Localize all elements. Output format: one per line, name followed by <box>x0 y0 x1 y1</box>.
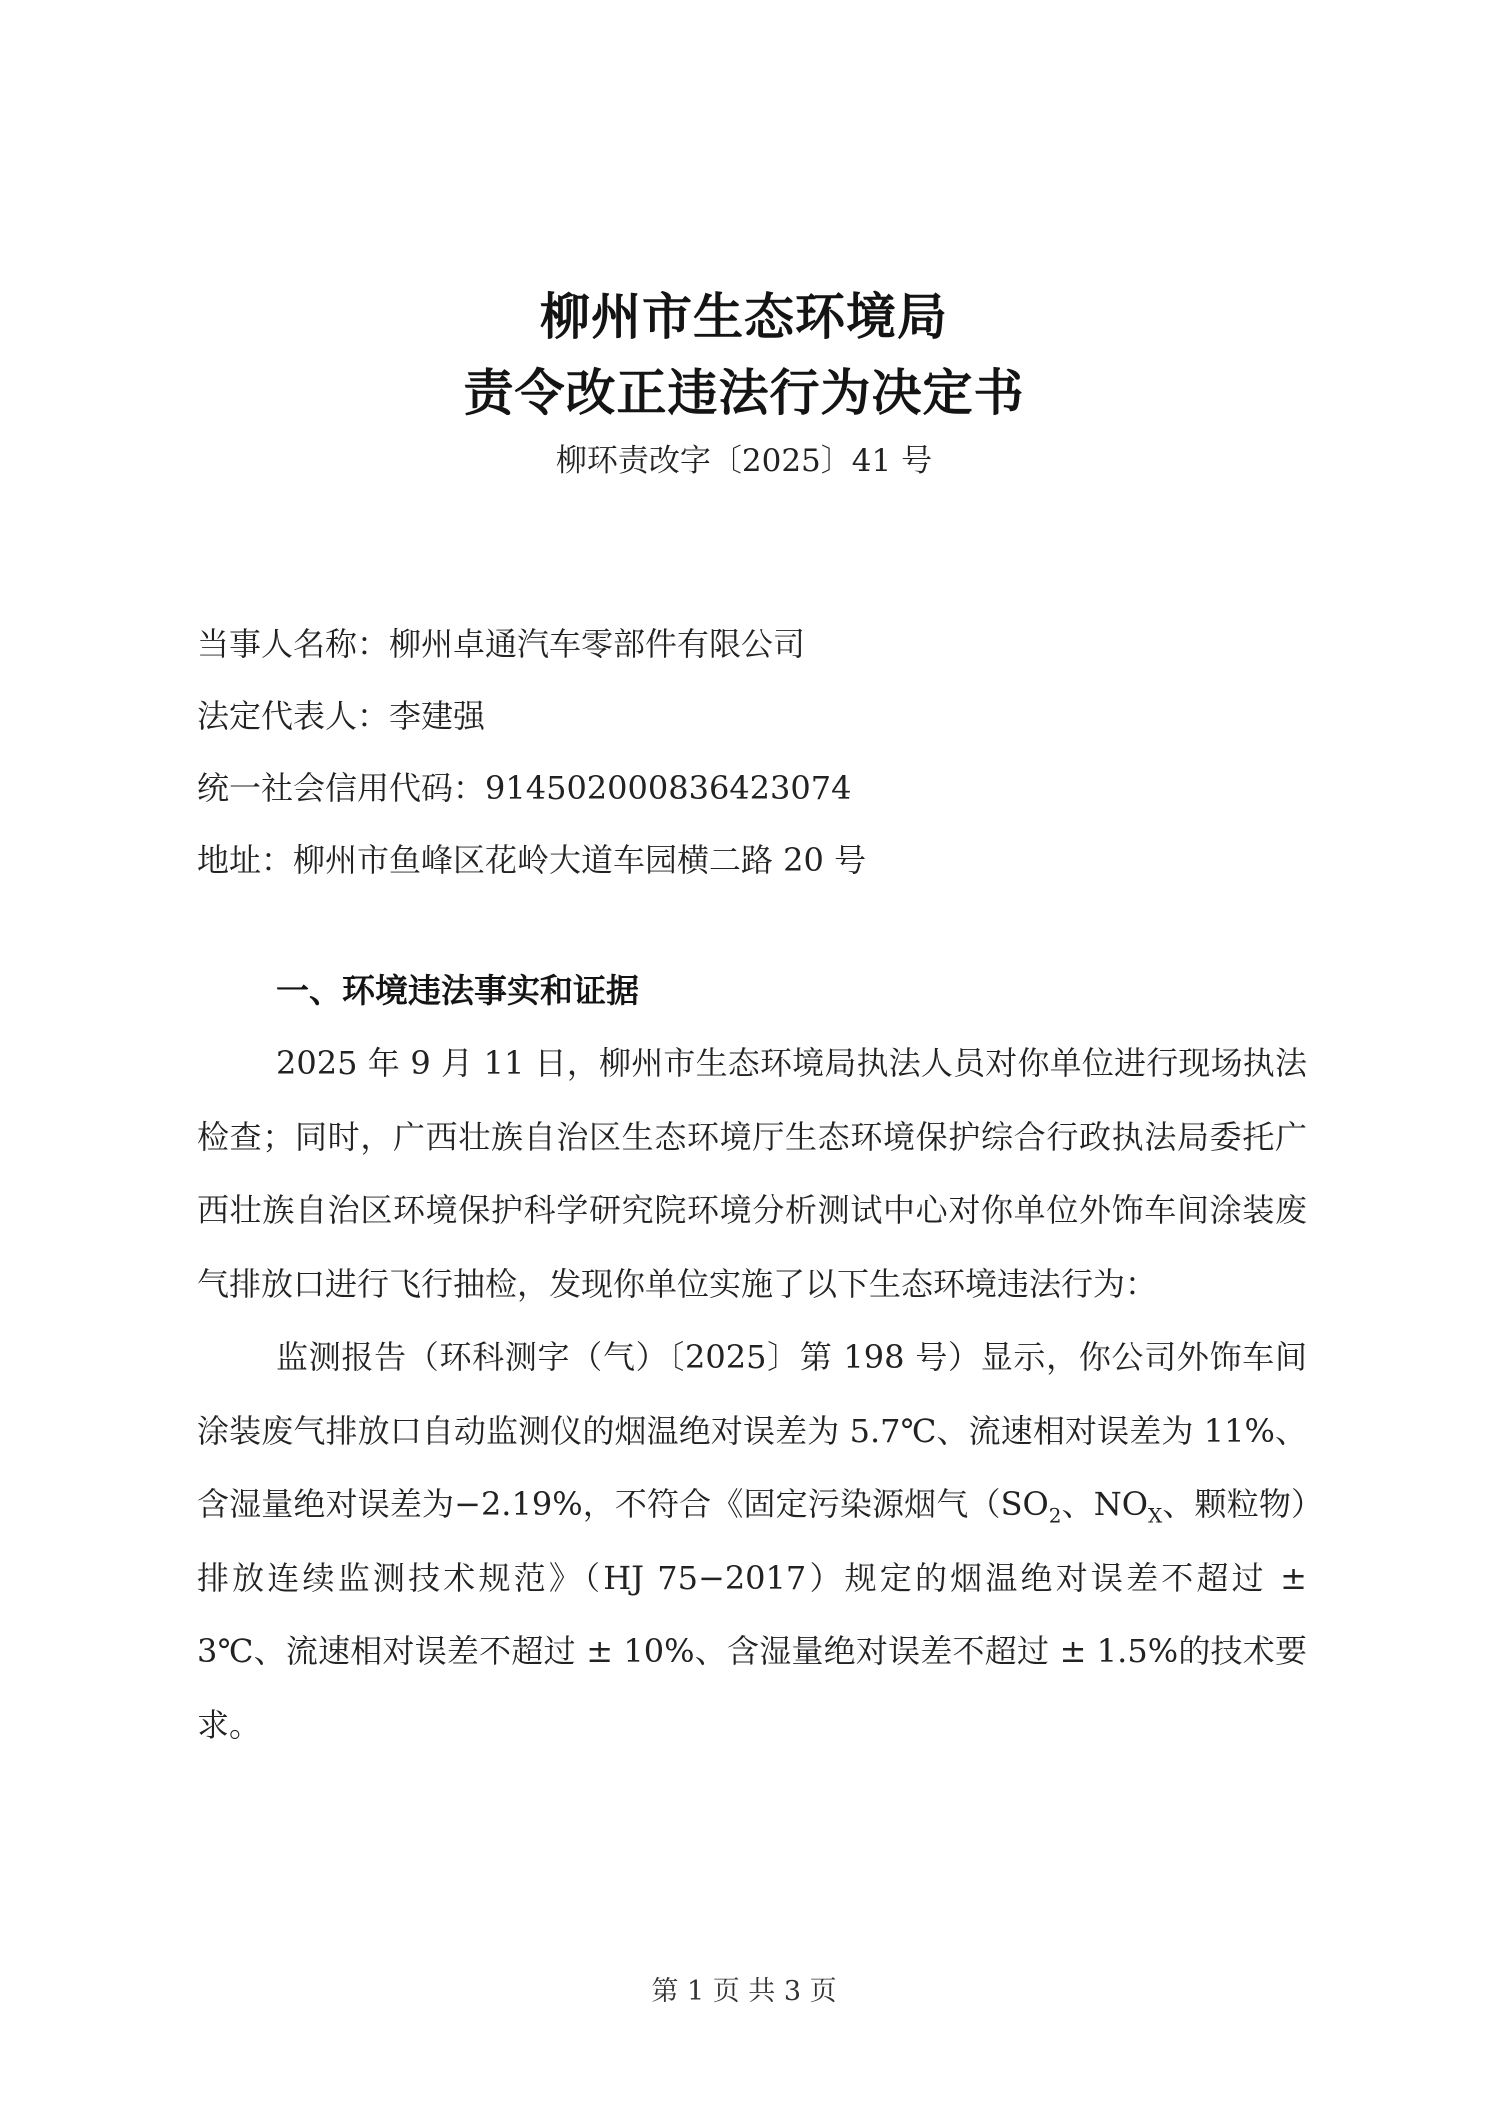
section-violation-facts <box>197 955 1307 1762</box>
subscript: X <box>1148 1503 1163 1528</box>
issuer-title: 柳州市生态环境局 <box>540 288 948 346</box>
document-title: 责令改正违法行为决定书 <box>463 364 1025 422</box>
paragraph-text-part: 监测报告（环科测字（气）〔2025〕第 198 号）显示，你公司外饰车间涂装废气排放口自动监测仪的烟温绝对误差为 5.7℃、流速相对误差为 11%、含湿量绝对误差为−2.19%，不符合《固定污染源烟气（SO <box>197 1338 1307 1523</box>
paragraph-text-part: 、NO <box>1061 1485 1149 1523</box>
document-header <box>0 288 1488 479</box>
section-heading: 一、环境违法事实和证据 <box>276 971 639 1010</box>
legal-representative: 法定代表人：李建强 <box>197 697 486 735</box>
party-info <box>197 608 1317 896</box>
address: 地址：柳州市鱼峰区花岭大道车园横二路 20 号 <box>197 841 867 879</box>
paragraph-inspection: 2025 年 9 月 11 日，柳州市生态环境局执法人员对你单位进行现场执法检查；同时，广西壮族自治区生态环境厅生态环境保护综合行政执法局委托广西壮族自治区环境保护科学研究院环境分析测试中心对你单位外饰车间涂装废气排放口进行飞行抽检，发现你单位实施了以下生态环境违法行为： <box>197 1044 1307 1303</box>
document-number: 柳环责改字〔2025〕41 号 <box>555 443 933 479</box>
party-name: 当事人名称：柳州卓通汽车零部件有限公司 <box>197 625 806 663</box>
paragraph-monitoring-report <box>197 1321 1307 1762</box>
page-footer: 第 1 页 共 3 页 <box>651 1976 837 2007</box>
subscript: 2 <box>1048 1503 1062 1528</box>
paragraph-text-part: 、颗粒物）排放连续监测技术规范》（HJ 75−2017）规定的烟温绝对误差不超过 ± 3℃、流速相对误差不超过 ± 10%、含湿量绝对误差不超过 ± 1.5%的技术要求。 <box>197 1485 1307 1744</box>
credit-code: 统一社会信用代码：914502000836423074 <box>197 769 852 807</box>
